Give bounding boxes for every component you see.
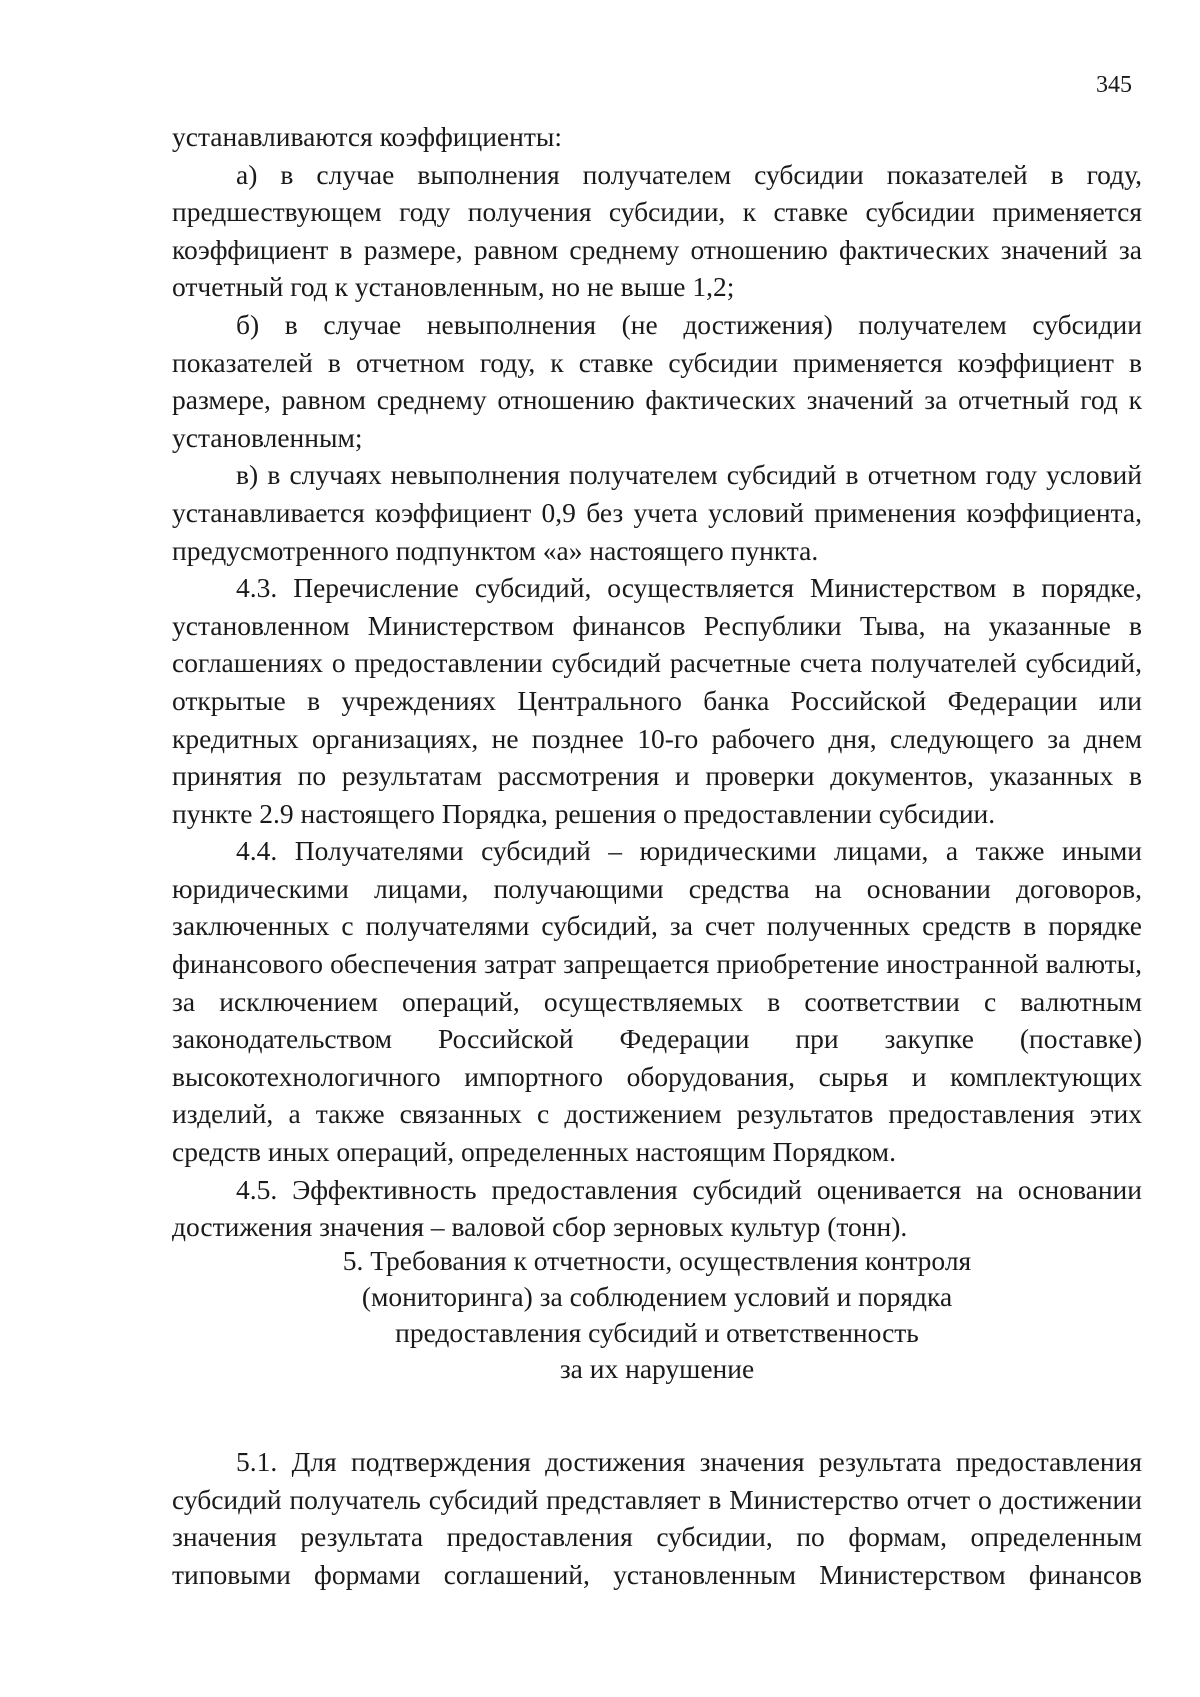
body-text (172, 118, 1142, 1246)
paragraph-4-5: 4.5. Эффективность предоставления субсидий оценивается на основании достижения значения – валовой сбор зерновых культур (тонн). (172, 1173, 1142, 1243)
paragraph-5-1: 5.1. Для подтверждения достижения значения результата предоставления субсидий получатель субсидий представляет в Министерство отчет о достижении значения результата предоставления субсидии, по формам, определенным типовыми формами соглашений, установленным Министерством финансов (172, 1446, 1142, 1590)
paragraph-item-v: в) в случаях невыполнения получателем субсидий в отчетном году условий устанавливается коэффициент 0,9 без учета условий применения коэффициента, предусмотренного подпунктом «а» настоящего пункта. (172, 459, 1142, 566)
tail-text (172, 1443, 1142, 1593)
paragraph-intro: устанавливаются коэффициенты: (172, 121, 562, 152)
section-heading-line: (мониторинга) за соблюдением условий и порядка (361, 1281, 953, 1312)
paragraph-4-3: 4.3. Перечисление субсидий, осуществляется Министерством в порядке, установленном Министерством финансов Республики Тыва, на указанные в соглашениях о предоставлении субсидий расчетные счета получателей субсидий, открытые в учреждениях Центрального банка Российской Федерации или кредитных организациях, не позднее 10-го рабочего дня, следующего за днем принятия по результатам рассмотрения и проверки документов, указанных в пункте 2.9 настоящего Порядка, решения о предоставлении субсидии. (172, 572, 1142, 829)
paragraph-4-4: 4.4. Получателями субсидий – юридическими лицами, а также иными юридическими лицами, получающими средства на основании договоров, заключенных с получателями субсидий, за счет полученных средств в порядке финансового обеспечения затрат запрещается приобретение иностранной валюты, за исключением операций, осуществляемых в соответствии с валютным законодательством Российской Федерации при закупке (поставке) высокотехнологичного импортного оборудования, сырья и комплектующих изделий, а также связанных с достижением результатов предоставления этих средств иных операций, определенных настоящим Порядком. (172, 835, 1142, 1168)
section-heading (172, 1243, 1142, 1387)
page-number: 345 (1096, 72, 1132, 98)
section-heading-line: предоставления субсидий и ответственность (395, 1317, 919, 1348)
section-heading-line: за их нарушение (559, 1353, 755, 1384)
section-heading-line: 5. Требования к отчетности, осуществления контроля (342, 1245, 972, 1276)
paragraph-item-b: б) в случае невыполнения (не достижения) получателем субсидии показателей в отчетном году, к ставке субсидии применяется коэффициент в размере, равном среднему отношению фактических значений за отчетный год к установленным; (172, 308, 1142, 453)
paragraph-item-a: а) в случае выполнения получателем субсидии показателей в году, предшествующем году получения субсидии, к ставке субсидии применяется коэффициент в размере, равном среднему отношению фактических значений за отчетный год к установленным, но не выше 1,2; (172, 158, 1142, 303)
